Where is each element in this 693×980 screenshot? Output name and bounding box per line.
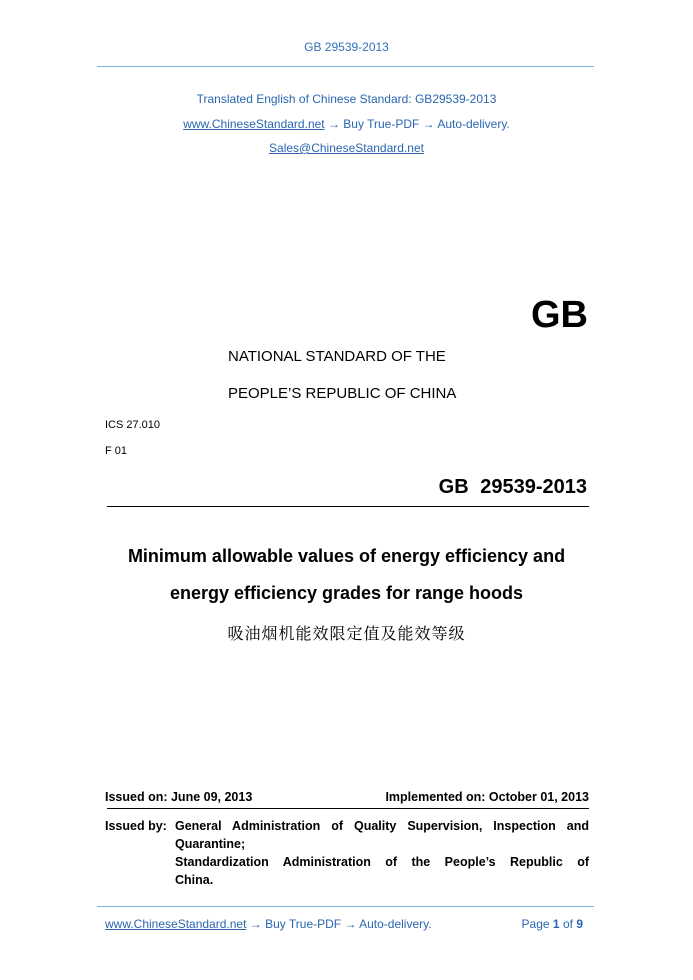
national-standard-line1: NATIONAL STANDARD OF THE [228,348,446,365]
national-standard-line2: PEOPLE’S REPUBLIC OF CHINA [228,385,457,402]
chinese-title: 吸油烟机能效限定值及能效等级 [227,624,466,643]
title-line1: Minimum allowable values of energy efficiency and [127,546,566,566]
page-current: 1 [552,917,560,931]
header-divider [97,66,594,67]
ics-code: ICS 27.010 [105,419,161,431]
issued-on: Issued on: June 09, 2013 [105,790,253,804]
email-link[interactable]: Sales@ChineseStandard.net [269,141,424,155]
footer-purchase-text: → Buy True-PDF → Auto-delivery. [246,917,432,931]
page-indicator [522,917,583,931]
issued-by-line: Quarantine; [175,837,246,851]
gb-mark: GB [531,294,588,336]
email-line [0,141,693,155]
page-of: of [562,917,573,931]
footer-divider [97,906,594,907]
title-divider [107,506,589,507]
purchase-line [0,117,693,131]
page-total: 9 [576,917,583,931]
issued-by-line: China. [175,873,214,887]
implemented-on: Implemented on: October 01, 2013 [385,790,589,804]
purchase-text: → Buy True-PDF → Auto-delivery. [324,117,510,131]
issued-by-label: Issued by: [105,819,167,833]
title-line2: energy efficiency grades for range hoods [169,583,524,603]
page-label: Page [521,917,550,931]
header-title: GB 29539-2013 [304,40,389,54]
footer-site-link[interactable]: www.ChineseStandard.net [105,917,247,931]
issued-by-line: Standardization Administration of the People’s Republic of [175,855,589,869]
dates-divider [107,808,589,809]
translation-note: Translated English of Chinese Standard: GB29539-2013 [196,92,497,106]
footer-purchase [105,917,432,931]
standard-number: GB 29539-2013 [438,476,587,498]
issued-by-line: General Administration of Quality Supervision, Inspection and [175,819,589,833]
ccs-code: F 01 [105,445,128,457]
site-link[interactable]: www.ChineseStandard.net [183,117,325,131]
